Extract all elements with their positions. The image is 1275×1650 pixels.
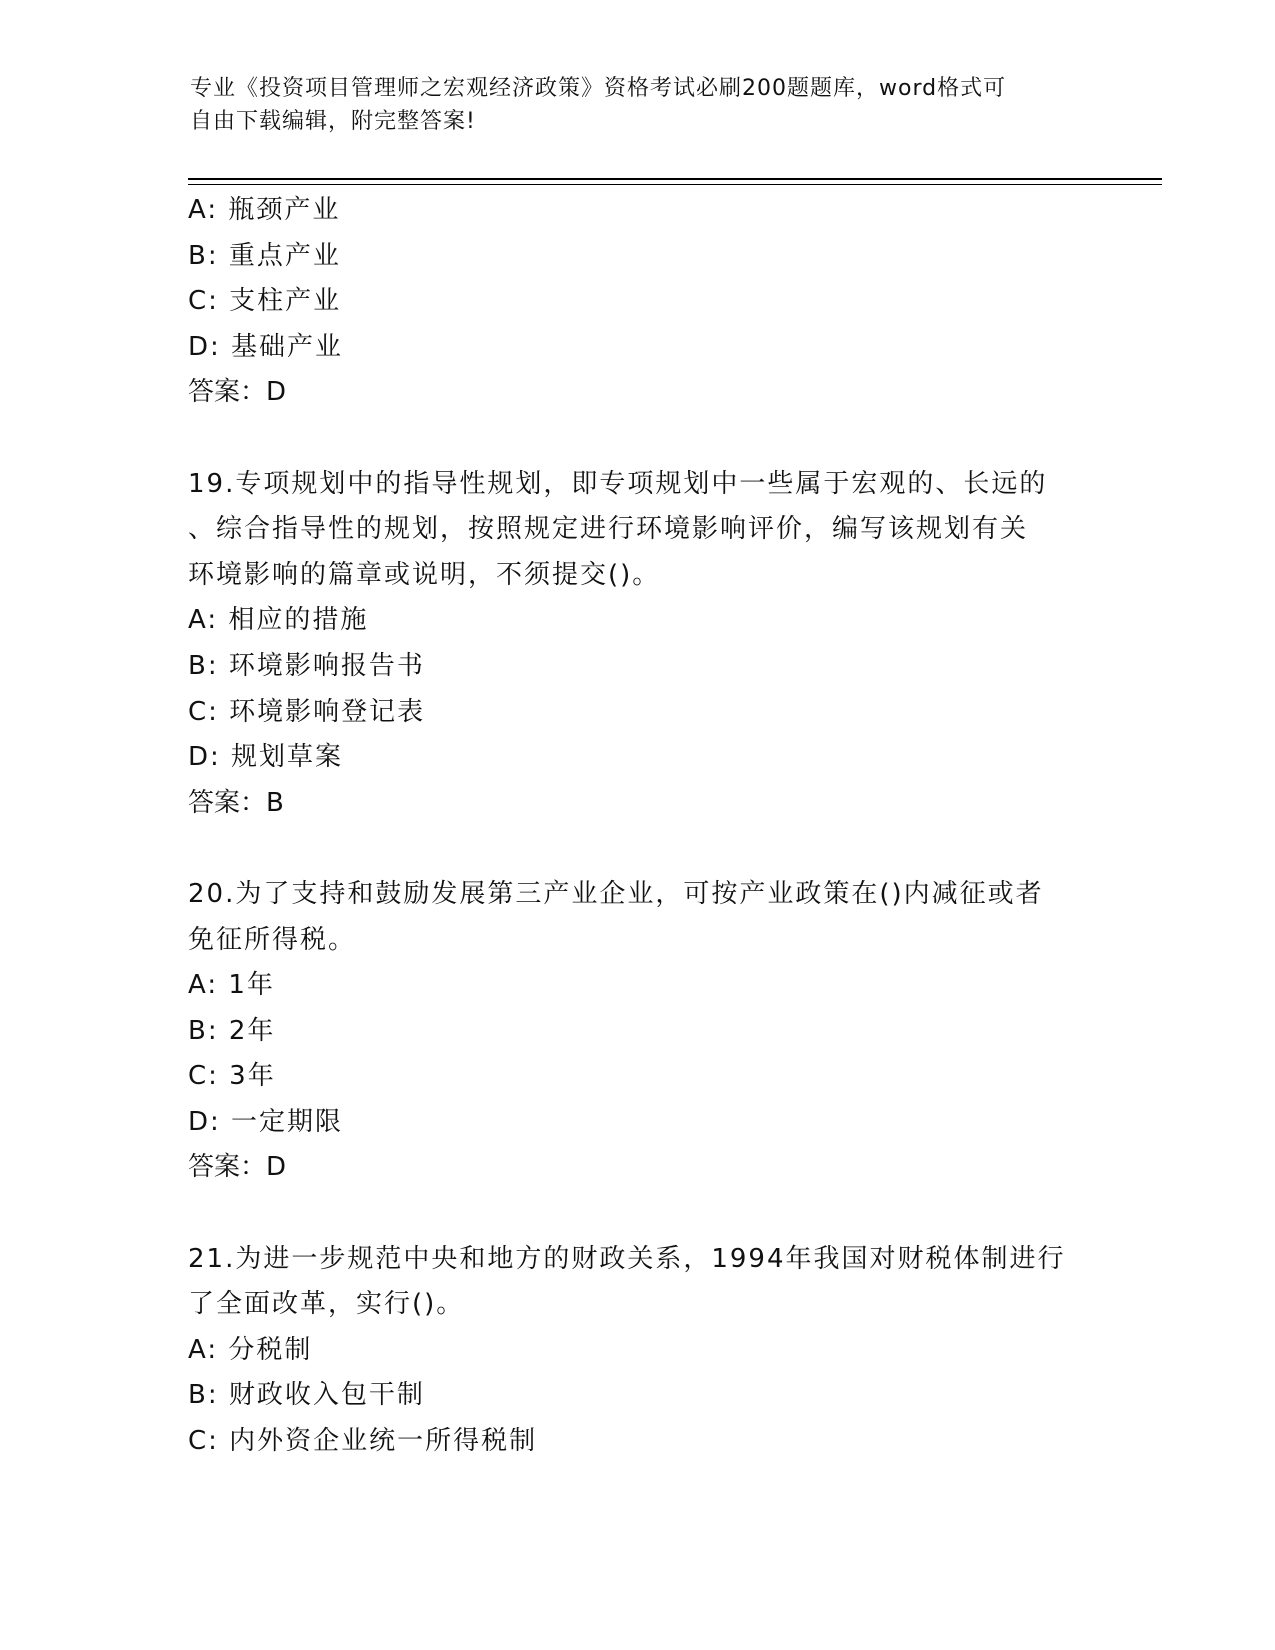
question-19: [188, 462, 1148, 827]
question-text-line: 了全面改革，实行()。: [188, 1289, 465, 1320]
spacer: [188, 826, 1148, 872]
question-20: [188, 872, 1148, 1191]
option-a: A: 1年: [188, 970, 275, 1001]
question-list: [188, 188, 1148, 1465]
option-c: C: 环境影响登记表: [188, 696, 426, 727]
question-text-line: 、综合指导性的规划，按照规定进行环境影响评价，编写该规划有关: [188, 514, 1029, 545]
option-a: A: 相应的措施: [188, 605, 369, 636]
question-text-line: 20.为了支持和鼓励发展第三产业企业，可按产业政策在()内减征或者: [188, 878, 1044, 909]
spacer: [188, 416, 1148, 462]
question-text-line: 21.为进一步规范中央和地方的财政关系，1994年我国对财税体制进行: [188, 1243, 1066, 1274]
header-line-1: 专业《投资项目管理师之宏观经济政策》资格考试必刷200题题库，word格式可: [190, 76, 1007, 101]
option-b: B: 2年: [188, 1015, 276, 1046]
document-header: [190, 72, 1090, 138]
header-divider-thick: [188, 178, 1162, 180]
option-d: D: 一定期限: [188, 1106, 344, 1137]
spacer: [188, 1191, 1148, 1237]
option-a: A: 分税制: [188, 1334, 313, 1365]
option-c: C: 内外资企业统一所得税制: [188, 1426, 538, 1457]
option-b: B: 环境影响报告书: [188, 650, 425, 681]
question-21: [188, 1237, 1148, 1465]
option-b: B: 重点产业: [188, 240, 341, 271]
answer-line: 答案：D: [188, 377, 287, 408]
question-18-continued: [188, 188, 1148, 416]
question-text-line: 环境影响的篇章或说明，不须提交()。: [188, 559, 661, 590]
option-a: A: 瓶颈产业: [188, 195, 341, 225]
question-text-line: 免征所得税。: [188, 924, 357, 955]
option-c: C: 支柱产业: [188, 286, 342, 317]
option-d: D: 规划草案: [188, 742, 344, 773]
header-line-2: 自由下载编辑，附完整答案!: [190, 109, 476, 134]
question-text-line: 19.专项规划中的指导性规划，即专项规划中一些属于宏观的、长远的: [188, 468, 1048, 499]
option-c: C: 3年: [188, 1061, 276, 1092]
answer-line: 答案：D: [188, 1152, 287, 1183]
option-d: D: 基础产业: [188, 331, 344, 362]
answer-line: 答案：B: [188, 787, 284, 818]
header-divider-thin: [188, 184, 1162, 185]
option-b: B: 财政收入包干制: [188, 1380, 425, 1411]
